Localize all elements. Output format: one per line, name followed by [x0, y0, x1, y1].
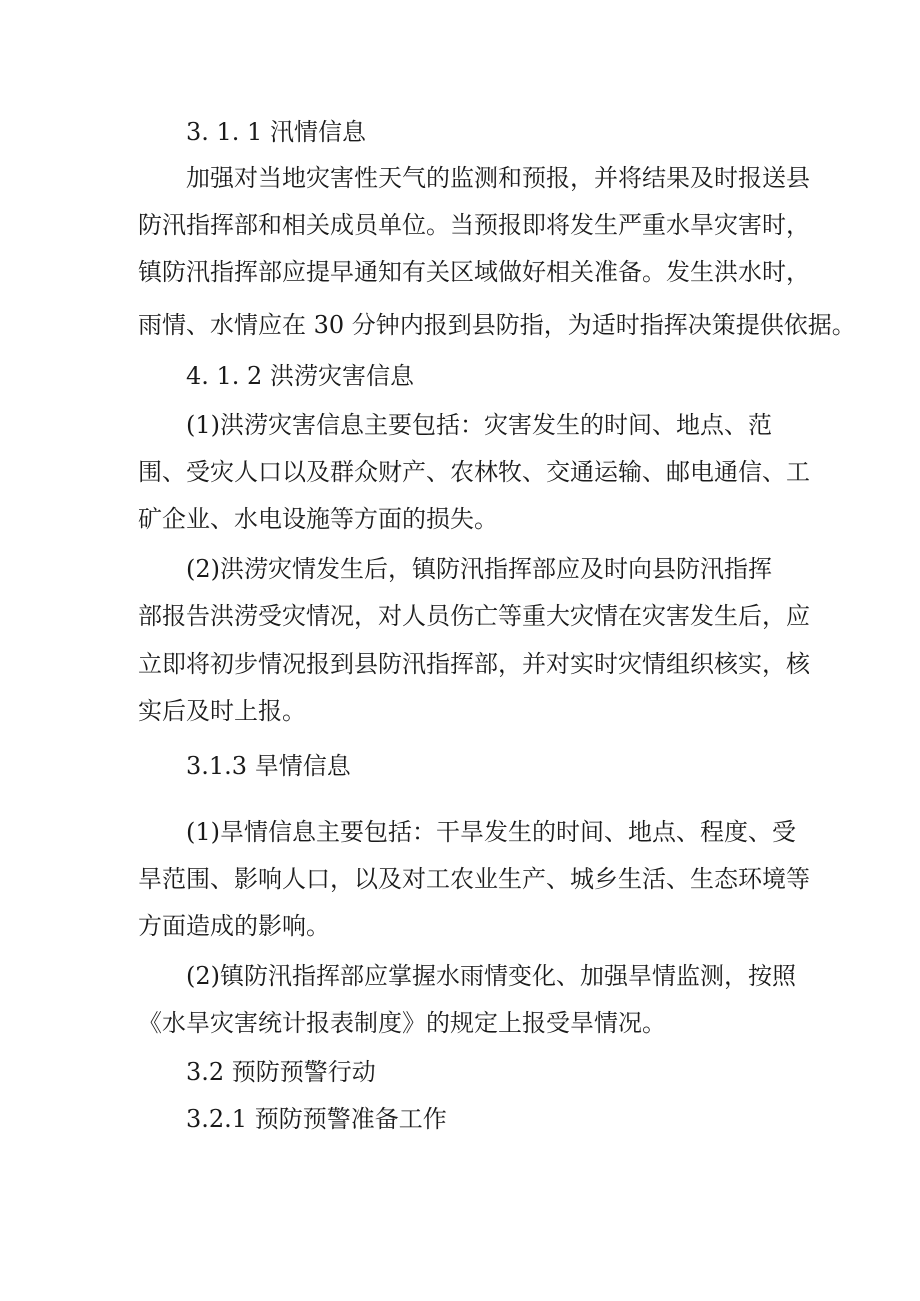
para-waterlog-1-line-1: (1)洪涝灾害信息主要包括：灾害发生的时间、地点、范 [186, 411, 772, 439]
para-waterlog-1-line-2: 围、受灾人口以及群众财产、农林牧、交通运输、邮电通信、工 [138, 458, 810, 486]
para-waterlog-2-line-4: 实后及时上报。 [138, 697, 306, 725]
para-drought-1-line-2: 旱范围、影响人口，以及对工农业生产、城乡生活、生态环境等 [138, 865, 810, 893]
para-drought-2-line-1: (2)镇防汛指挥部应掌握水雨情变化、加强旱情监测，按照 [186, 962, 796, 990]
heading-4-1-2: 4. 1. 2 洪涝灾害信息 [186, 362, 414, 390]
heading-3-2: 3.2 预防预警行动 [186, 1058, 376, 1086]
para-flood-info-line-4: 雨情、水情应在 30 分钟内报到县防指，为适时指挥决策提供依据。 [138, 311, 856, 339]
para-drought-1-line-3: 方面造成的影响。 [138, 912, 330, 940]
heading-3-1-1: 3. 1. 1 汛情信息 [186, 118, 366, 146]
para-waterlog-2-line-3: 立即将初步情况报到县防汛指挥部，并对实时灾情组织核实，核 [138, 650, 810, 678]
para-flood-info-line-3: 镇防汛指挥部应提早通知有关区域做好相关准备。发生洪水时， [138, 258, 810, 286]
para-flood-info-line-1: 加强对当地灾害性天气的监测和预报，并将结果及时报送县 [186, 164, 810, 192]
para-flood-info-line-2: 防汛指挥部和相关成员单位。当预报即将发生严重水旱灾害时， [138, 211, 810, 239]
para-drought-2-line-2: 《水旱灾害统计报表制度》的规定上报受旱情况。 [138, 1009, 666, 1037]
para-waterlog-2-line-2: 部报告洪涝受灾情况，对人员伤亡等重大灾情在灾害发生后，应 [138, 602, 810, 630]
heading-3-2-1: 3.2.1 预防预警准备工作 [186, 1105, 447, 1133]
heading-3-1-3: 3.1.3 旱情信息 [186, 752, 351, 780]
para-waterlog-2-line-1: (2)洪涝灾情发生后，镇防汛指挥部应及时向县防汛指挥 [186, 555, 772, 583]
para-drought-1-line-1: (1)旱情信息主要包括：干旱发生的时间、地点、程度、受 [186, 818, 796, 846]
para-waterlog-1-line-3: 矿企业、水电设施等方面的损失。 [138, 505, 498, 533]
